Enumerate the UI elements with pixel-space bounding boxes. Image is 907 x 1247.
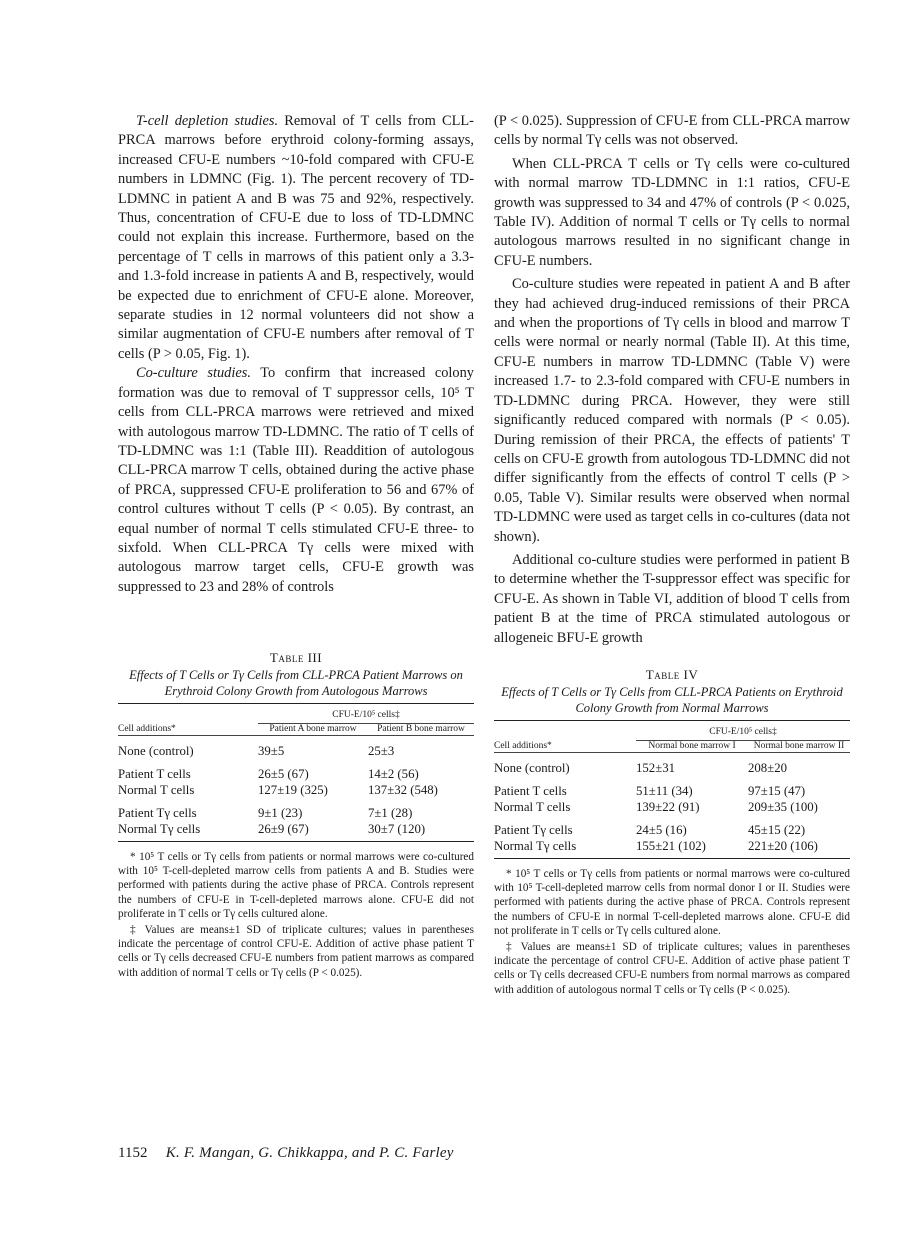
table-row: Normal Tγ cells 155±21 (102) 221±20 (106) — [494, 839, 818, 853]
paragraph-co-culture — [118, 364, 474, 597]
table-footnotes — [118, 850, 474, 980]
column-header-normal-marrow-2: Normal bone marrow II — [753, 741, 845, 751]
column-header-normal-marrow-1: Normal bone marrow I — [648, 741, 736, 751]
column-header-patient-a: Patient A bone marrow — [269, 724, 357, 734]
table-caption: Effects of T Cells or Tγ Cells from CLL-PRCA Patient Marrows on Erythroid Colony Growth from Autologous Marrows — [129, 668, 463, 698]
footnote-asterisk: * 10⁵ T cells or Tγ cells from patients or normal marrows were co-cultured with 10⁵ T-cell-depleted marrow cells from normal donor I or II. Studies were performed with patients during the active phase of PRCA. Controls represent the numbers of CFU-E in normal T-cell-depleted marrows alone. CFU-E did not proliferate in T cells or Tγ cells cultured alone. — [494, 868, 850, 937]
paragraph-bfu-e-studies: Additional co-culture studies were performed in patient B to determine whether the T-suppressor effect was specific for CFU-E. As shown in Table VI, addition of blood T cells from patient B at the time of PRCA stimulated autologous or allogeneic BFU-E growth — [494, 551, 850, 646]
section-heading-co-culture: Co-culture studies. — [136, 365, 251, 382]
data-table — [494, 720, 850, 859]
table-label: Table IV — [645, 667, 699, 682]
table-row: Normal T cells 139±22 (91) 209±35 (100) — [494, 800, 818, 814]
paragraph-normal-marrow-coculture: When CLL-PRCA T cells or Tγ cells were co-cultured with normal marrow TD-LDMNC in 1:1 ratios, CFU-E growth was suppressed to 34 and 47% of controls (P < 0.025, Table IV). Addition of normal T cells or Tγ cells to normal autologous marrows resulted in no significant change in CFU-E numbers. — [494, 155, 850, 269]
table-label: Table III — [269, 650, 323, 665]
column-header-patient-b: Patient B bone marrow — [377, 724, 465, 734]
paragraph-text: To confirm that increased colony formation was due to removal of T suppressor cells, 10⁵ T cells from CLL-PRCA marrows were retrieved and mixed with autologous marrow TD-LDMNC. The ratio of T cells of TD-LDMNC was 1:1 (Table III). Readdition of autologous CLL-PRCA marrow T cells, obtained during the active phase of PRCA, suppressed CFU-E proliferation to 56 and 67% of control cultures without T cells (P < 0.05). By contrast, an equal number of normal T cells stimulated CFU-E three- to sixfold. When CLL-PRCA Tγ cells were mixed with autologous marrow target cells, CFU-E growth was suppressed to 23 and 28% of controls — [118, 365, 475, 595]
section-heading-t-cell-depletion: T-cell depletion studies. — [136, 113, 279, 129]
column-header-cell-additions: Cell additions* — [494, 741, 552, 751]
span-header: CFU-E/10⁵ cells‡ — [258, 704, 474, 724]
paragraph-t-cell-depletion — [118, 112, 474, 364]
table-row: Patient Tγ cells 24±5 (16) 45±15 (22) — [494, 823, 806, 837]
table-footnotes — [494, 867, 850, 997]
table-caption: Effects of T Cells or Tγ Cells from CLL-PRCA Patients on Erythroid Colony Growth from Normal Marrows — [501, 685, 843, 715]
data-table — [118, 703, 474, 842]
column-header-cell-additions: Cell additions* — [118, 724, 176, 734]
table-row: Normal T cells 127±19 (325) 137±32 (548) — [118, 783, 438, 797]
running-authors: K. F. Mangan, G. Chikkappa, and P. C. Farley — [165, 1145, 454, 1161]
span-header: CFU-E/10⁵ cells‡ — [636, 721, 850, 741]
table-3 — [118, 650, 474, 980]
footnote-double-dagger: ‡ Values are means±1 SD of triplicate cultures; values in parentheses indicate the percentage of control CFU-E. Addition of active phase patient T cells or Tγ cells decreased CFU-E numbers from normal marrows as compared with addition of autologous normal T cells or Tγ cells (P < 0.025). — [494, 941, 850, 996]
table-row: Patient T cells 51±11 (34) 97±15 (47) — [494, 784, 806, 798]
footnote-asterisk: * 10⁵ T cells or Tγ cells from patients or normal marrows were co-cultured with 10⁵ T-cell-depleted marrow cells from patients A and B. Studies were performed with patients during the active phase of PRCA. Controls represent the numbers of CFU-E in T-cell-depleted marrows alone. CFU-E did not proliferate in T cells or Tγ cells cultured alone. — [118, 851, 474, 920]
table-row: Normal Tγ cells 26±9 (67) 30±7 (120) — [118, 822, 426, 836]
paragraph-text: Removal of T cells from CLL-PRCA marrows before erythroid colony-forming assays, increased CFU-E numbers ~10-fold compared with CFU-E numbers in LDMNC (Fig. 1). The percent recovery of TD-LDMNC in patient A and B was 75 and 92%, respectively. Thus, concentration of CFU-E due to loss of TD-LDMNC could not explain this increase. Furthermore, based on the percentage of T cells in marrows of this patient only a 3.3- and 1.3-fold increase in patients A and B, respectively, would be expected due to enrichment of CFU-E alone. Moreover, separate studies in 12 normal volunteers did not show a similar augmentation of CFU-E numbers after removal of T cells (P > 0.05, Fig. 1). — [118, 113, 474, 362]
paragraph-remission-studies: Co-culture studies were repeated in patient A and B after they had achieved drug-induced remissions of their PRCA and when the proportions of Tγ cells in blood and marrow T cells were normal or nearly normal (Table II). At this time, CFU-E numbers in marrow TD-LDMNC (Table V) were increased 1.7- to 2.3-fold compared with CFU-E numbers in TD-LDMNC during PRCA. However, they were still significantly reduced compared with normals (P < 0.05). During remission of their PRCA, the effects of patients' T cells on CFU-E growth from autologous TD-LDMNC did not differ significantly from the effects of control T cells (P > 0.05, Table V). Similar results were observed when normal TD-LDMNC were used as target cells in co-cultures (data not shown). — [494, 276, 850, 545]
paragraph-continued: (P < 0.025). Suppression of CFU-E from CLL-PRCA marrow cells by normal Tγ cells was not observed. — [494, 113, 850, 149]
page-footer — [118, 1145, 454, 1162]
page-number: 1152 — [118, 1145, 148, 1161]
table-row: Patient Tγ cells 9±1 (23) 7±1 (28) — [118, 806, 413, 820]
table-row: Patient T cells 26±5 (67) 14±2 (56) — [118, 767, 419, 781]
footnote-double-dagger: ‡ Values are means±1 SD of triplicate cultures; values in parentheses indicate the percentage of control CFU-E. Addition of active phase patient T cells or Tγ cells decreased CFU-E numbers from patient marrows as compared with addition of normal T cells or Tγ cells (P < 0.025). — [118, 924, 474, 979]
right-text-column — [494, 112, 850, 648]
left-text-column — [118, 112, 474, 597]
table-row: None (control) 152±31 208±20 — [494, 761, 788, 775]
table-4 — [494, 667, 850, 997]
table-row: None (control) 39±5 25±3 — [118, 744, 395, 758]
